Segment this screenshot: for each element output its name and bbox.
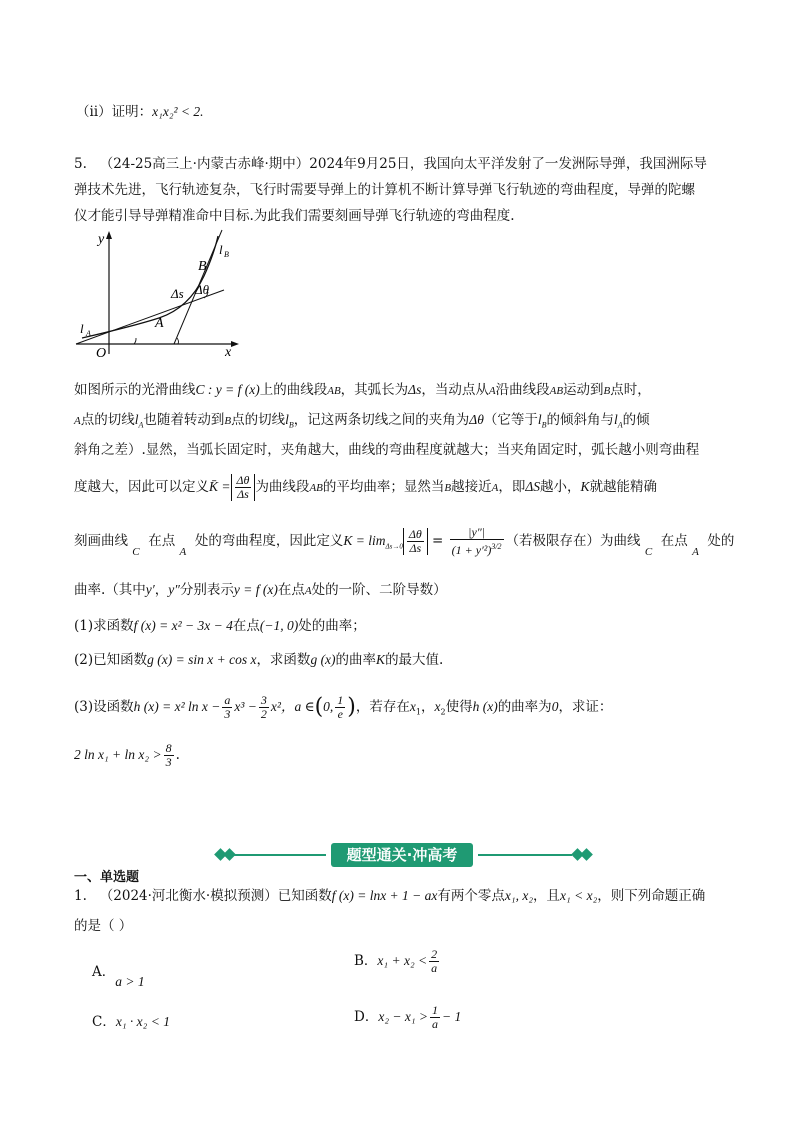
math: y′	[145, 582, 155, 597]
math: l	[614, 412, 618, 427]
q5-para-2	[74, 410, 650, 436]
text: ，若存在	[355, 699, 410, 715]
option-c[interactable]	[92, 1010, 170, 1030]
frac	[164, 742, 174, 769]
text: ，则下列命题正确	[597, 888, 706, 904]
banner-diamond-right-2	[580, 848, 593, 861]
den: 3	[165, 755, 172, 769]
text: 的曲率	[335, 652, 377, 668]
math: K	[376, 652, 386, 667]
delta-theta-label: Δθ	[195, 282, 210, 297]
question-number: 1.	[74, 888, 87, 904]
text: 点的切线	[80, 412, 135, 428]
math: y″	[168, 582, 180, 597]
frac	[430, 1004, 440, 1031]
sub: 1	[415, 707, 421, 717]
den: Δs	[237, 487, 249, 501]
num: Δθ	[236, 473, 250, 487]
math: Δθ	[469, 412, 484, 427]
frac	[429, 948, 439, 975]
math: K̄ =	[209, 479, 231, 494]
text: ，求证：	[558, 699, 613, 715]
banner-line-left	[232, 854, 326, 856]
curvature-figure	[74, 226, 244, 360]
option-d[interactable]	[354, 1004, 461, 1031]
num: 8	[165, 741, 172, 755]
text: 点的切线	[231, 412, 286, 428]
math: f (x) = lnx + 1 − ax	[331, 888, 438, 903]
delta-s-label: Δs	[171, 286, 184, 301]
text: 在点	[148, 533, 176, 549]
arc-ab: AB	[309, 482, 323, 494]
frac	[222, 694, 232, 721]
point-a-label: A	[155, 316, 164, 331]
text: 在点	[232, 618, 260, 634]
math: l	[134, 412, 139, 427]
math: x₁ < x₂	[560, 888, 598, 903]
math: A	[488, 385, 496, 397]
angle-mark-a	[134, 338, 136, 344]
text: ，当动点从	[421, 382, 489, 398]
text: 在点	[660, 533, 688, 549]
sub: A	[617, 420, 623, 430]
x-label: x	[225, 345, 232, 360]
text: ，且	[533, 888, 561, 904]
math: x₁, x₂	[504, 888, 534, 903]
banner-line-right	[478, 854, 572, 856]
text: （它等于	[483, 412, 538, 428]
text: 点时，	[610, 382, 651, 398]
q5-para-3: 斜角之差）.显然，当弧长固定时，夹角越大，曲线的弯曲程度就越大；当夹角固定时，弧长越小则弯曲程	[74, 442, 700, 458]
y-label: y	[98, 232, 105, 247]
question-source: （24-25高三上·内蒙古赤峰·期中）	[99, 156, 310, 172]
option-b[interactable]	[354, 948, 441, 975]
math: l	[285, 412, 289, 427]
math: x	[434, 699, 441, 714]
num: 3	[260, 693, 267, 707]
math: ，a ∈	[280, 699, 315, 714]
den: Δs	[409, 541, 422, 555]
part-label: （ⅱ）证明：	[76, 104, 153, 120]
abs-frac	[403, 528, 428, 555]
tangent-la	[76, 290, 224, 344]
text: ，其弧长为	[340, 382, 409, 398]
text: 处的	[707, 533, 735, 549]
text: ，求函数	[256, 652, 311, 668]
text: 为曲线段	[255, 479, 310, 495]
den	[450, 540, 504, 557]
q5-sub-3	[74, 694, 612, 723]
math: 2 ln x₁ + ln x₂ >	[74, 747, 162, 762]
text: (3)设函数	[74, 699, 134, 715]
frac	[235, 474, 252, 501]
q1-line-1	[74, 886, 705, 906]
option-label: C．	[92, 1014, 116, 1030]
math: y = f (x)	[233, 582, 278, 597]
math: K	[580, 479, 590, 494]
den: a	[432, 1017, 439, 1031]
option-label: D．	[354, 1009, 379, 1025]
question-number: 5.	[74, 156, 87, 172]
text: 越接近	[451, 479, 492, 495]
math: A	[692, 546, 699, 558]
x-axis-arrow	[231, 341, 239, 347]
arc-ab: AB	[549, 385, 564, 397]
text: 在点	[277, 582, 305, 598]
y-axis-arrow	[106, 231, 112, 239]
option-expr: x₁ + x₂ <	[377, 953, 428, 968]
text: ，	[420, 699, 435, 715]
math: 0,	[323, 699, 334, 714]
math: f (x) = x² − 3x − 4	[133, 618, 233, 633]
text: 的曲率为	[497, 699, 552, 715]
option-label: A．	[92, 964, 116, 980]
math: A	[179, 546, 187, 558]
q5-sub-1	[74, 616, 366, 636]
option-expr: x₂ − x₁ >	[378, 1009, 429, 1024]
math: h (x) = x² ln x −	[133, 699, 221, 714]
q1-line-2: 的是（ ）	[74, 918, 133, 934]
text: 分别表示	[179, 582, 234, 598]
text: 有两个零点	[437, 888, 505, 904]
banner-title: 题型通关·冲高考	[331, 843, 473, 867]
frac	[450, 526, 504, 557]
math: x	[409, 699, 416, 714]
paren: (	[314, 694, 324, 720]
num: 2	[431, 947, 438, 961]
text: （若极限存在）为曲线	[505, 533, 641, 549]
text: ，即	[498, 479, 526, 495]
math: B	[224, 415, 232, 427]
text: 曲率.（其中	[74, 582, 146, 598]
text: 的平均曲率；显然当	[322, 479, 445, 495]
question-source: （2024·河北衡水·模拟预测）	[99, 888, 278, 904]
text: 处的弯曲程度，因此定义	[194, 533, 344, 549]
option-a[interactable]	[92, 960, 145, 989]
num: 1	[337, 693, 344, 707]
math: (−1, 0)	[259, 618, 299, 633]
point-b-label: B	[198, 259, 207, 274]
math: Δs	[408, 382, 422, 397]
math-expr: x₁x₂² < 2.	[152, 104, 204, 119]
math: g (x) = sin x + cos x	[147, 652, 257, 667]
option-label: B．	[354, 953, 378, 969]
lb-sub: B	[224, 250, 229, 259]
num: 1	[432, 1003, 439, 1017]
num: a	[224, 693, 231, 707]
text: 已知函数	[277, 888, 332, 904]
text: (2)已知函数	[74, 652, 148, 668]
text: ，	[154, 582, 169, 598]
text: 就越能精确	[589, 479, 658, 495]
math: A	[304, 585, 312, 597]
q5-line-2: 弹技术先进，飞行轨迹复杂，飞行时需要导弹上的计算机不断计算导弹飞行轨迹的弯曲程度，导弹的陀螺	[74, 182, 695, 198]
q5-sub-2	[74, 650, 443, 670]
text: 上的曲线段	[259, 382, 328, 398]
sub: A	[138, 420, 144, 430]
sub: Δs→0	[385, 542, 403, 551]
sub: 2	[440, 707, 446, 717]
option-expr: x₁ · x₂ < 1	[115, 1014, 170, 1029]
math: l	[537, 412, 542, 427]
q5-para-5: 刻画曲线 $_C$ 在点 $_A$ 处的弯曲程度，因此定义$K = \lim_{\Delta s\to 0}$ $\frac{\Delta\theta}{\Delta s}$ = $\frac{|y''|}{(1 + y'^2)^{3/2}}$ （若极限存在）为曲线 $_C$ 在点 $_A$ 处的	[74, 525, 735, 558]
option-expr: a > 1	[115, 974, 145, 989]
num: Δθ	[408, 527, 422, 541]
math: C : y = f (x)	[195, 382, 260, 397]
text: ，记这两条切线之间的夹角为	[293, 412, 470, 428]
math: B	[603, 385, 611, 397]
math: h (x)	[472, 699, 498, 714]
q5-sub-3-ineq: 2 ln x₁ + ln x₂ > $\frac{8}{3}$ .	[74, 741, 180, 769]
frac	[407, 528, 424, 555]
den: a	[431, 961, 438, 975]
den: 3	[224, 707, 231, 721]
text: 沿曲线段	[495, 382, 550, 398]
math: x²	[270, 699, 281, 714]
den: e	[337, 707, 343, 721]
num: |y″|	[450, 526, 504, 540]
arc-ab: AB	[327, 385, 341, 397]
text: 处的曲率；	[298, 618, 366, 634]
math: K = lim	[343, 533, 386, 548]
text: 的最大值.	[385, 652, 444, 668]
text: 度越大，因此可以定义	[74, 479, 209, 495]
den: 2	[260, 707, 267, 721]
la-sub: A	[86, 329, 91, 338]
q5-line-1	[74, 154, 707, 174]
text: 的倾斜角与	[546, 412, 614, 428]
math: A	[491, 482, 499, 494]
text: 如图所示的光滑曲线	[74, 382, 196, 398]
option-tail: − 1	[442, 1009, 462, 1024]
text: 越小，	[540, 479, 581, 495]
paren: )	[347, 694, 356, 720]
sub: B	[541, 420, 547, 430]
abs-frac	[231, 474, 256, 501]
frac	[259, 694, 269, 721]
q5-para-4	[74, 474, 657, 501]
den-base: (1 + y′²)	[451, 543, 492, 557]
math: B	[444, 482, 452, 494]
text: 也随着转动到	[143, 412, 225, 428]
math: g (x)	[310, 652, 336, 667]
text: (1)求函数	[74, 618, 134, 634]
frac	[335, 694, 345, 721]
q5-para-1	[74, 380, 651, 401]
den-exp: 3/2	[491, 542, 502, 551]
sub: B	[288, 420, 294, 430]
math: A	[74, 415, 81, 427]
q5-line-3: 仪才能引导导弹精准命中目标.为此我们需要刻画导弹飞行轨迹的弯曲程度.	[74, 208, 515, 224]
math: ΔS	[525, 479, 541, 494]
math: C	[132, 546, 140, 558]
prev-part-ii	[76, 100, 204, 120]
math: 0	[551, 699, 559, 714]
text: 使得	[445, 699, 473, 715]
text: 刻画曲线	[74, 533, 128, 549]
section-heading: 一、单选题	[74, 870, 140, 885]
origin-label: O	[96, 346, 107, 360]
text: 处的一阶、二阶导数）	[311, 582, 447, 598]
math: C	[644, 546, 653, 558]
text: 运动到	[563, 382, 604, 398]
text: 的倾	[622, 412, 650, 428]
la-label: l	[80, 321, 84, 336]
angle-mark-b	[177, 338, 178, 344]
math: x³ −	[234, 699, 257, 714]
question-text: 2024年9月25日，我国向太平洋发射了一发洲际导弹，我国洲际导	[309, 156, 707, 172]
q5-para-6	[74, 580, 447, 601]
lb-label: l	[219, 242, 223, 257]
